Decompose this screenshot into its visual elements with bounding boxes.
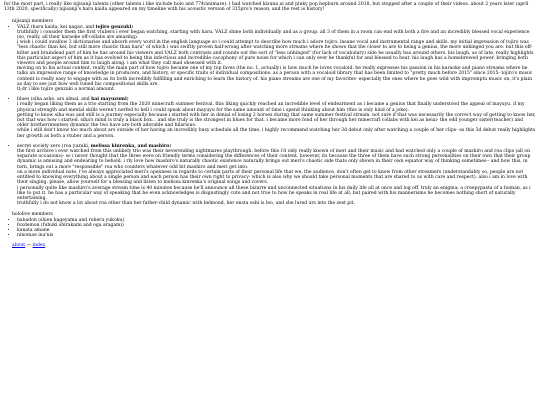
footer-separator: --- <box>25 243 33 249</box>
group-xero <box>17 144 536 206</box>
group-paragraph: on a more individual note, i've always appreciated meri's openness in regards to certain parts of their personal life that we, the audience, don't often get to know from other streamers (understandably so, people are not entitled to knowing everything about a single person and each person has their own right to privacy- which is also why we should take personal moments that are shared to us with care and respect). also i am in love with their singing. please, allow yourself for a blessing and listen to melissa kinrenka's original songs and covers. <box>17 169 528 186</box>
group-paragraph: getting to know siha was and still is a journey especially because i started with her in denial of losing 2 horses during that same summer festival stream. not sure if that was necessarily the correct way of getting to know her, but that was how i started. siha's mind is truly a black box... and she truly is the strongest in blues for that. i became more fond of her through her minecraft collabs with kei as keiai- the odd younger sister(teacher) and older brother(mentee) dynamic the two have are both adorable and hilarious. <box>17 112 536 129</box>
group-paragraph: i wish i could swallow 3 dictionaries and absorb every word in the english language so i could attempt to describe how much i adore tojiro. insane vocal and instrumental range and skills. my initial impression of tojiro was "less chaotic than kei, but still more chaotic than haru" of which i was swiftly proven half-wrong after watching more streams where he shows that the closer to are to being a genius, the more unhinged you are. but this off-kilter and braindead part of him he has around his viewers and VALZ both contrasts and rounds out the sort of "less unhinged" (for lack of vocabulary) side he usually has around others. his laugh, as of late, really highlights this particular aspect of him as it has evolved to being this infectious and incredible cacophony of pure noise for which i can only ever be thankful for and blessed to hear. his laugh has a homebrewed power, bringing both viewers and people around him to laugh along. i am what they call mad obsessed with it. <box>17 40 534 67</box>
index-link[interactable]: index <box>32 243 46 249</box>
group-paragraph: tl;dr i like tojiro genzuki a normal amount. <box>17 87 116 93</box>
about-link[interactable]: about <box>12 243 26 249</box>
footer-nav <box>12 243 536 248</box>
group-title-close: ) <box>126 97 129 103</box>
group-paragraph: i personally quite like mashiro's average stream time is 40 minutes because he'll announce all these bizarre and unconnected situations in his daily life all at once and log off. truly an enigma; a creepypasta of a human, as i like to put it. he has a particular way of speaking that he even acknowledges is disgustingly cute and not true to how he speaks in real life at all, but paired with his mannerisms he becomes nothing short of naturally entertaining. <box>17 185 531 201</box>
nijisanji-member-list <box>4 25 536 207</box>
group-paragraph: i really began liking them as a trio starting from the 2020 minecraft summer festival. this liking quickly reached an incredible level of endearment as i became a genius that finally understood the appeal of mayuyu. if my physical strength and mental skills weren't nerfed to hell i could speak about mayuyu for the same amount of time i spend thinking about him (this is only kind of a joke). <box>17 102 525 113</box>
group-title-text: blues (siha ashe, ars almal, and <box>17 97 92 103</box>
nijisanji-section-label: nijisanji members <box>12 19 53 25</box>
group-paragraph: moving on to his actual content, really the main part of how tojiro became one of my top faves (the no. 1, actually) is how much he loves vocaloid. he really expresses his passion in his karaoke and piano streams where he talks an impressive range of knowledge in producers, and history, or specific traits of individual compositions. as a person with a vocaloid library that has been limited to "pretty much before 2015" since 2015- tojiro's music content is really easy to engage with as its both incredibly fulfilling and enriching to learn the history of. his piano streams are one of my favorites- especially the ones where he goes wild with impromptu music on, it's plain as day to see just how well tuned his compositional skills are. <box>17 66 533 87</box>
list-item: • foxdemon (fubuki shirakami and oga aragami) <box>17 223 536 228</box>
group-title-close: ) <box>169 143 172 149</box>
group-title-favorite: kai mayuzumi <box>91 97 127 103</box>
group-paragraph: truthfully i do not know a lot about roa other than her father-child dynamic with belmond, her ensta oshi is leo, and she lured ars into the zest pit. <box>17 201 355 207</box>
group-valz <box>17 25 536 93</box>
hololive-section-label: hololive members <box>12 212 53 218</box>
list-item: • kanata amane <box>17 228 536 233</box>
group-paragraph: truthfully i consider them the first vtubers i ever began watching, starting with haru. VALZ shine both individually and as a group. all 3 of them in a room can end with both a fire and an incredibly blessed vocal experience (so, really, all their karaoke off-collabs are amazing). <box>17 29 530 41</box>
hololive-member-list <box>4 218 536 239</box>
group-paragraph: the first archive i ever watched from this unlikely trio was their neverending nightmares playthrough. before this i'd only really known of meri and their music and had watched only a couple of mashiro and roa clips (all on separate occasions)- so i never thought that the three were on friendly terms considering the differences of their content. however, its because the three of them have such strong personalities on their own that their group dynamic is amusing and endearing to behold. i rly love how mashiro's naturally chaotic existence naturally brings out meri's chaotic side thats only shown in their own equator way of thinking sometimes-- and how this, in turn, brings out a more "responsible" roa who counters whatever odd bit mashiro and meri get into. <box>17 149 531 170</box>
group-title-text: secret society xero (roa yuzuki, <box>17 143 91 149</box>
group-blues <box>17 97 536 139</box>
group-title-favorite: melissa kinrenka, and mashiro <box>90 143 170 149</box>
group-title-favorite: tojiro genzuki <box>95 24 132 30</box>
group-title-text: VALZ (haru kaida, kei nagao, and <box>17 24 96 30</box>
list-item: • babadon (shien kageyama and roberu yukoku) <box>17 218 536 223</box>
group-paragraph: while i still don't know too much about ars outside of her having an incredibly busy schedule all the time, i highly recommend watching her 3d debut only after watching a couple of her clips- as this 3d debut really highlights her growth as both a vtuber and a person. <box>17 128 536 139</box>
group-title-close: ) <box>131 24 133 30</box>
list-item: • ninomae ina'nis <box>17 233 536 238</box>
intro-paragraph: for the most part, i really like nijisanji talents (other talents i like include holo and 774/animare). i had watched kizuna ai and pinky pop hepburn around 2018, but stopped after a couple of their videos. about 2 years later (april 13th 2020, specifically) nijisanji's haru kaida appeared on my timeline with his acoustic version of 315pro's reason, and the rest is history! <box>4 2 529 13</box>
